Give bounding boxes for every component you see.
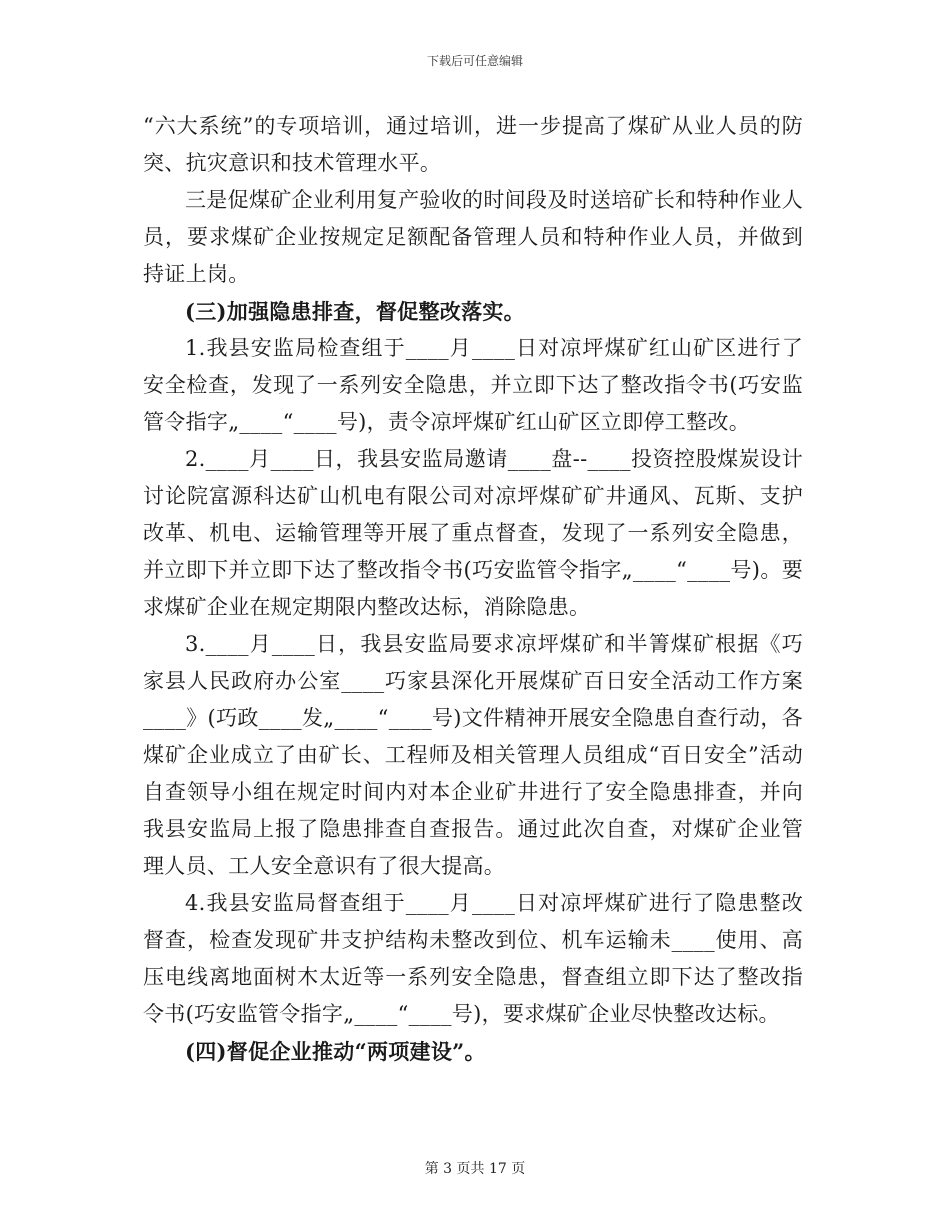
page-header: 下载后可任意编辑 [426, 54, 523, 68]
section-heading-three: (三)加强隐患排查，督促整改落实。 [185, 299, 525, 324]
paragraph-item-1: 1.我县安监局检查组于____月____日对凉坪煤矿红山矿区进行了安全检查，发现了一系列安全隐患，并立即下达了整改指令书(巧安监管令指字„____“____号)，责令凉坪煤矿红山矿区立即停工整改。 [143, 336, 803, 434]
page-footer: 第 3 页共 17 页 [424, 1161, 526, 1177]
paragraph-item-2: 2.____月____日，我县安监局邀请____盘--____投资控股煤炭设计讨论院富源科达矿山机电有限公司对凉坪煤矿矿井通风、瓦斯、支护改革、机电、运输管理等开展了重点督查，发现了一系列安全隐患，并立即下并立即下达了整改指令书(巧安监管令指字„____“____号)。要求煤矿企业在规定期限内整改达标，消除隐患。 [143, 447, 803, 619]
paragraph-item-3: 3.____月____日，我县安监局要求凉坪煤矿和半箐煤矿根据《巧家县人民政府办公室____巧家县深化开展煤矿百日安全活动工作方案____》(巧政____发„____“____号)文件精神开展安全隐患自查行动，各煤矿企业成立了由矿长、工程师及相关管理人员组成“百日安全”活动自查领导小组在规定时间内对本企业矿井进行了安全隐患排查，并向我县安监局上报了隐患排查自查报告。通过此次自查，对煤矿企业管理人员、工人安全意识有了很大提高。 [143, 632, 803, 878]
paragraph-item-4: 4.我县安监局督查组于____月____日对凉坪煤矿进行了隐患整改督查，检查发现矿井支护结构未整改到位、机车运输未____使用、高压电线离地面树木太近等一系列安全隐患，督查组立即下达了整改指令书(巧安监管令指字„____“____号)，要求煤矿企业尽快整改达标。 [143, 891, 803, 1026]
paragraph-point-three: 三是促煤矿企业利用复产验收的时间段及时送培矿长和特种作业人员，要求煤矿企业按规定足额配备管理人员和特种作业人员，并做到持证上岗。 [143, 188, 803, 286]
paragraph-training: “六大系统”的专项培训，通过培训，进一步提高了煤矿从业人员的防突、抗灾意识和技术管理水平。 [143, 114, 803, 175]
section-heading-four: (四)督促企业推动“两项建设”。 [185, 1039, 486, 1064]
document-body [143, 108, 803, 1070]
